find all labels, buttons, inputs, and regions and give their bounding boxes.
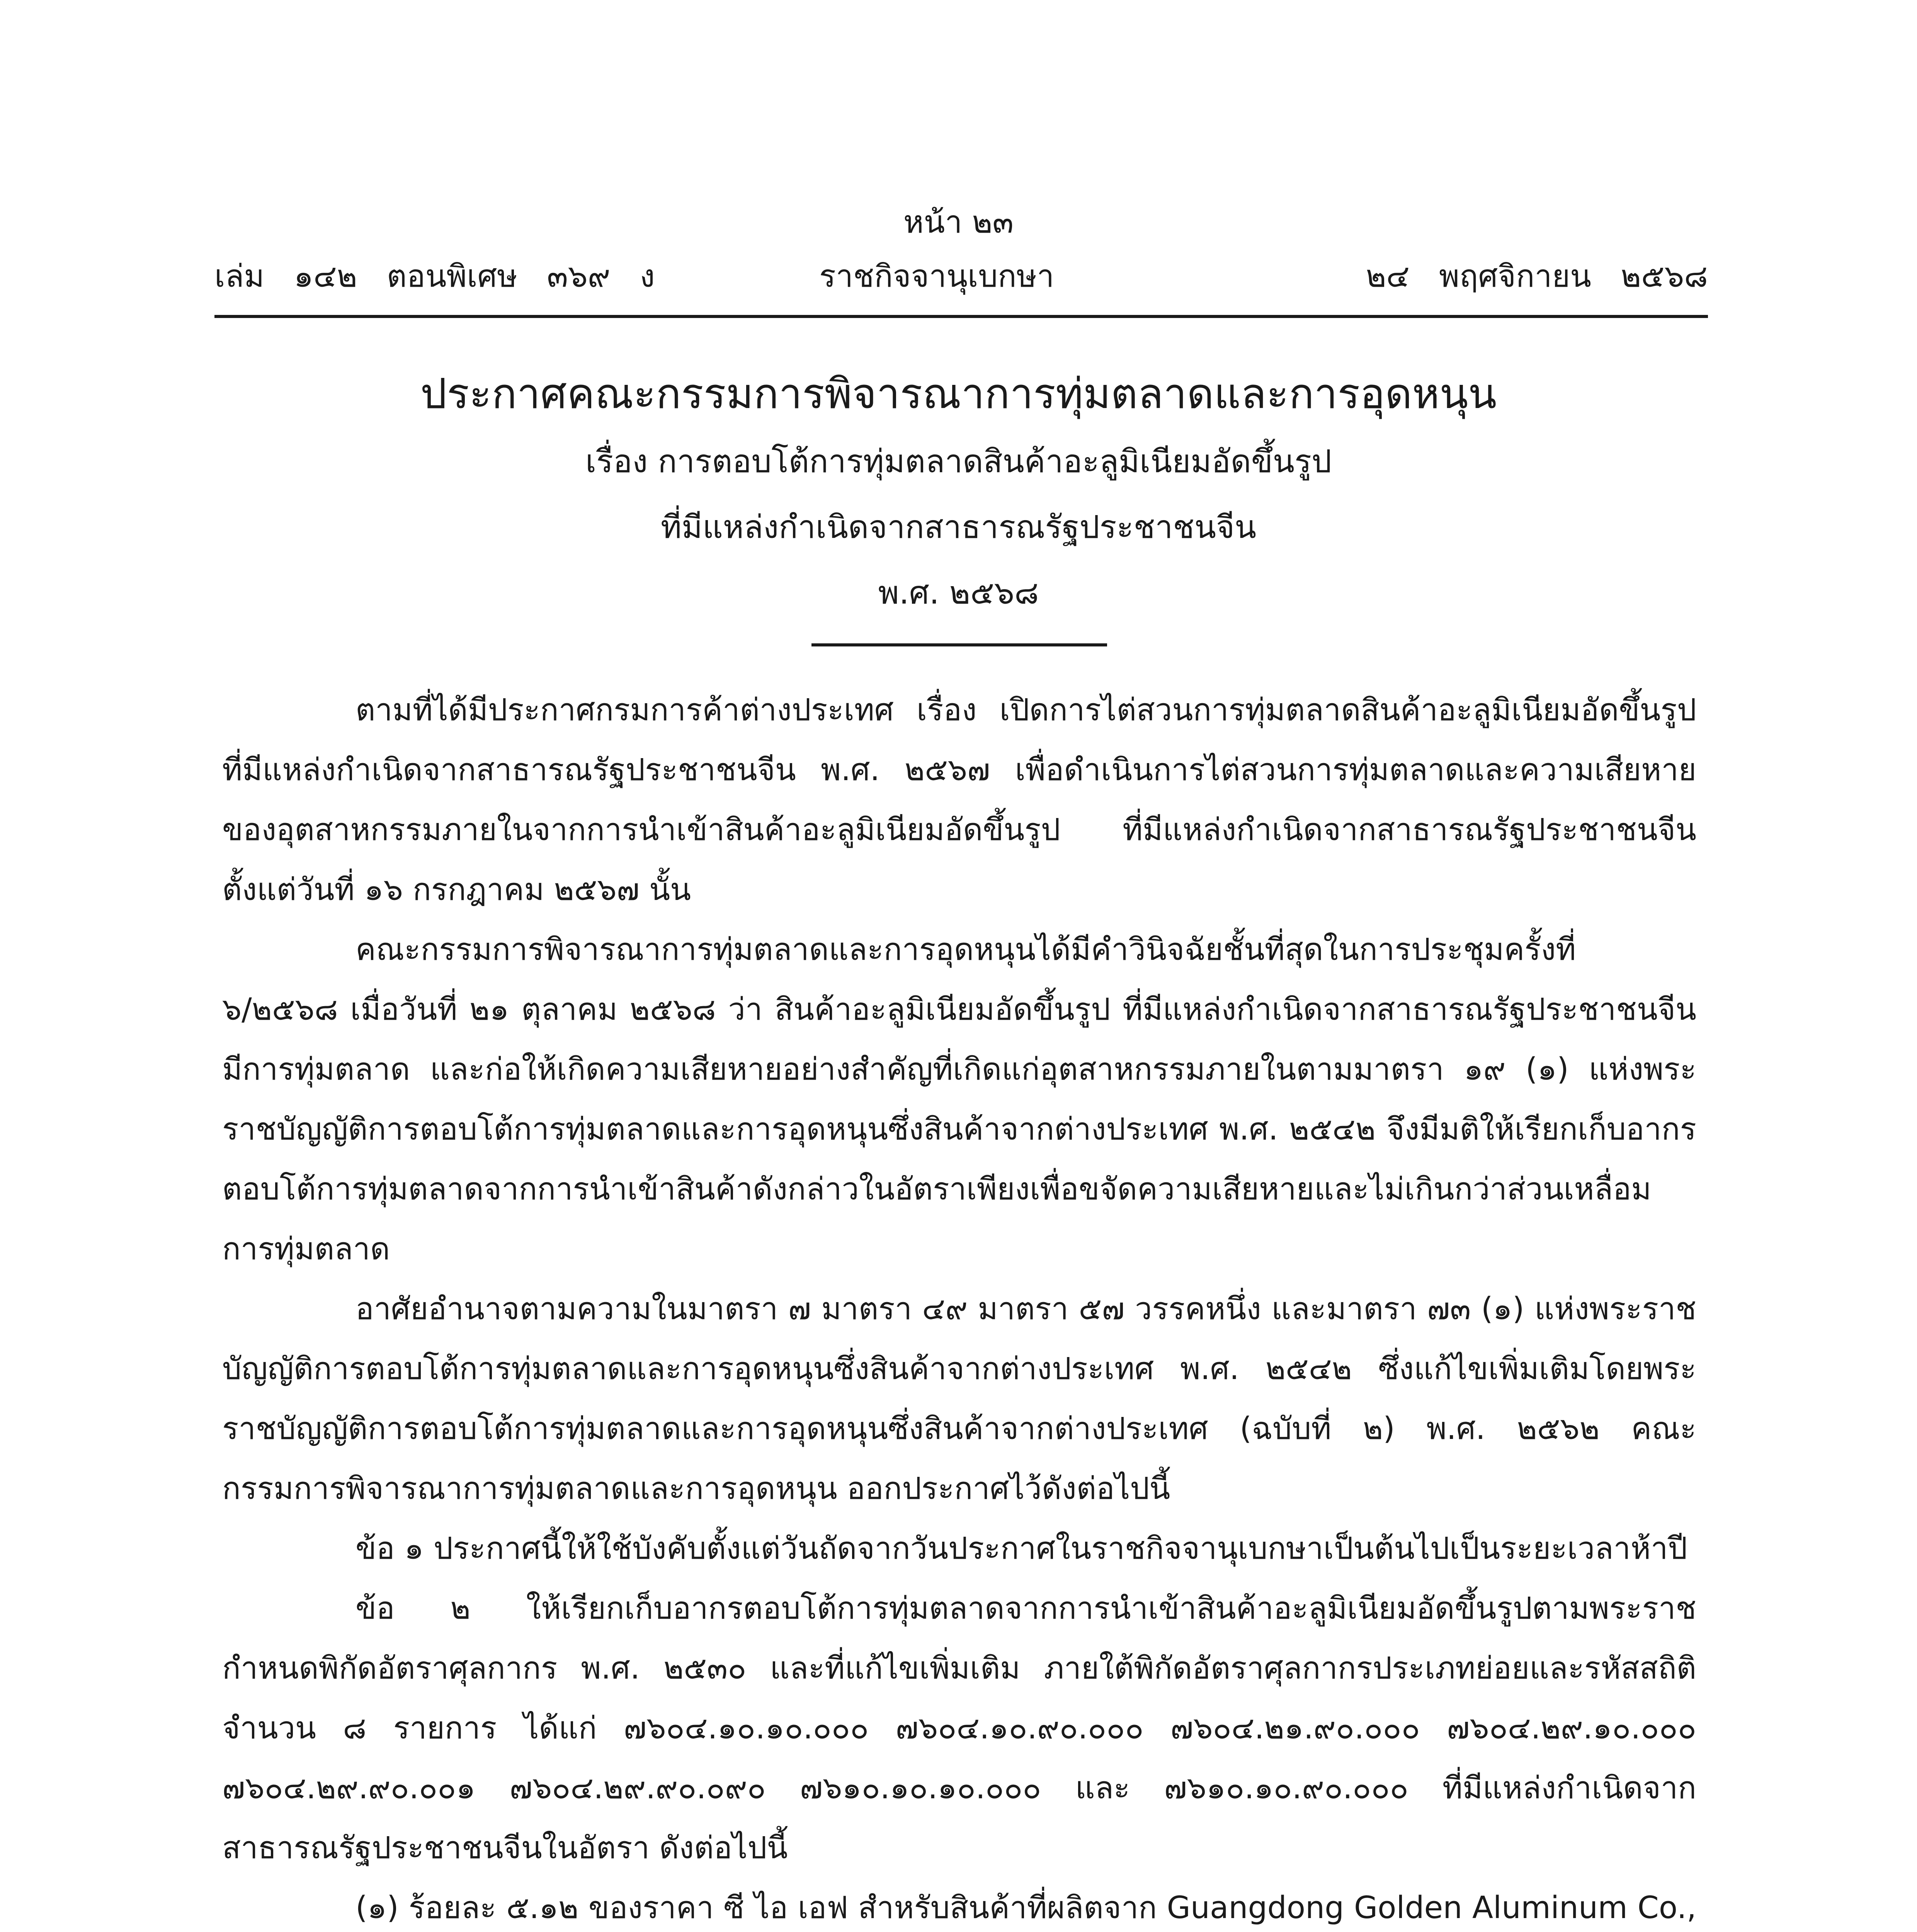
- clause-2: ข้อ ๒ ให้เรียกเก็บอากรตอบโต้การทุ่มตลาดจากการนำเข้าสินค้าอะลูมิเนียมอัดขึ้นรูปตามพระราชกำหนดพิกัดอัตราศุลกากร พ.ศ. ๒๕๓๐ และที่แก้ไขเพิ่มเติม ภายใต้พิกัดอัตราศุลกากรประเภทย่อยและรหัสสถิติ จำนวน ๘ รายการ ได้แก่ ๗๖๐๔.๑๐.๑๐.๐๐๐ ๗๖๐๔.๑๐.๙๐.๐๐๐ ๗๖๐๔.๒๑.๙๐.๐๐๐ ๗๖๐๔.๒๙.๑๐.๐๐๐ ๗๖๐๔.๒๙.๙๐.๐๐๑ ๗๖๐๔.๒๙.๙๐.๐๙๐ ๗๖๑๐.๑๐.๑๐.๐๐๐ และ ๗๖๑๐.๑๐.๙๐.๐๐๐ ที่มีแหล่งกำเนิดจากสาธารณรัฐประชาชนจีนในอัตรา ดังต่อไปนี้: [222, 1590, 1696, 1866]
- announcement-year: พ.ศ. ๒๕๖๘: [878, 575, 1039, 611]
- paragraph-decision: คณะกรรมการพิจารณาการทุ่มตลาดและการอุดหนุนได้มีคำวินิจฉัยชั้นที่สุดในการประชุมครั้งที่ ๖/๒๕๖๘ เมื่อวันที่ ๒๑ ตุลาคม ๒๕๖๘ ว่า สินค้าอะลูมิเนียมอัดขึ้นรูป ที่มีแหล่งกำเนิดจากสาธารณรัฐประชาชนจีนมีการทุ่มตลาด และก่อให้เกิดความเสียหายอย่างสำคัญที่เกิดแก่อุตสาหกรรมภายในตามมาตรา ๑๙ (๑) แห่งพระราชบัญญัติการตอบโต้การทุ่มตลาดและการอุดหนุนซึ่งสินค้าจากต่างประเทศ พ.ศ. ๒๕๔๒ จึงมีมติให้เรียกเก็บอากรตอบโต้การทุ่มตลาดจากการนำเข้าสินค้าดังกล่าวในอัตราเพียงเพื่อขจัดความเสียหายและไม่เกินกว่าส่วนเหลื่อมการทุ่มตลาด: [222, 932, 1696, 1267]
- announcement-title: ประกาศคณะกรรมการพิจารณาการทุ่มตลาดและการอุดหนุน: [420, 370, 1497, 418]
- paragraph-authority: อาศัยอำนาจตามความในมาตรา ๗ มาตรา ๔๙ มาตรา ๕๗ วรรคหนึ่ง และมาตรา ๗๓ (๑) แห่งพระราชบัญญัติการตอบโต้การทุ่มตลาดและการอุดหนุนซึ่งสินค้าจากต่างประเทศ พ.ศ. ๒๕๔๒ ซึ่งแก้ไขเพิ่มเติมโดยพระราชบัญญัติการตอบโต้การทุ่มตลาดและการอุดหนุนซึ่งสินค้าจากต่างประเทศ (ฉบับที่ ๒) พ.ศ. ๒๕๖๒ คณะกรรมการพิจารณาการทุ่มตลาดและการอุดหนุน ออกประกาศไว้ดังต่อไปนี้: [222, 1291, 1696, 1506]
- title-divider: [811, 643, 1107, 646]
- volume-issue: เล่ม ๑๔๒ ตอนพิเศษ ๓๖๙ ง: [214, 258, 655, 294]
- subject-line-2: ที่มีแหล่งกำเนิดจากสาธารณรัฐประชาชนจีน: [660, 509, 1257, 546]
- clause-1: ข้อ ๑ ประกาศนี้ให้ใช้บังคับตั้งแต่วันถัดจากวันประกาศในราชกิจจานุเบกษาเป็นต้นไปเป็นระยะเวลาห้าปี: [356, 1531, 1687, 1566]
- gazette-header: [214, 255, 1708, 301]
- page-number: หน้า ๒๓: [903, 204, 1014, 240]
- paragraph-preamble: ตามที่ได้มีประกาศกรมการค้าต่างประเทศ เรื่อง เปิดการไต่สวนการทุ่มตลาดสินค้าอะลูมิเนียมอัดขึ้นรูป ที่มีแหล่งกำเนิดจากสาธารณรัฐประชาชนจีน พ.ศ. ๒๕๖๗ เพื่อดำเนินการไต่สวนการทุ่มตลาดและความเสียหายของอุตสาหกรรมภายในจากการนำเข้าสินค้าอะลูมิเนียมอัดขึ้นรูป ที่มีแหล่งกำเนิดจากสาธารณรัฐประชาชนจีน ตั้งแต่วันที่ ๑๖ กรกฎาคม ๒๕๖๗ นั้น: [222, 692, 1696, 907]
- rate-item-1: (๑) ร้อยละ ๕.๑๒ ของราคา ซี ไอ เอฟ สำหรับสินค้าที่ผลิตจาก Guangdong Golden Aluminum Co.,: [356, 1890, 1696, 1925]
- gazette-name: ราชกิจจานุเบกษา: [819, 258, 1055, 294]
- announcement-body: [222, 680, 1696, 1932]
- subject-line-1: เรื่อง การตอบโต้การทุ่มตลาดสินค้าอะลูมิเนียมอัดขึ้นรูป: [585, 443, 1332, 480]
- publication-date: ๒๔ พฤศจิกายน ๒๕๖๘: [1366, 258, 1708, 294]
- header-divider: [214, 315, 1708, 318]
